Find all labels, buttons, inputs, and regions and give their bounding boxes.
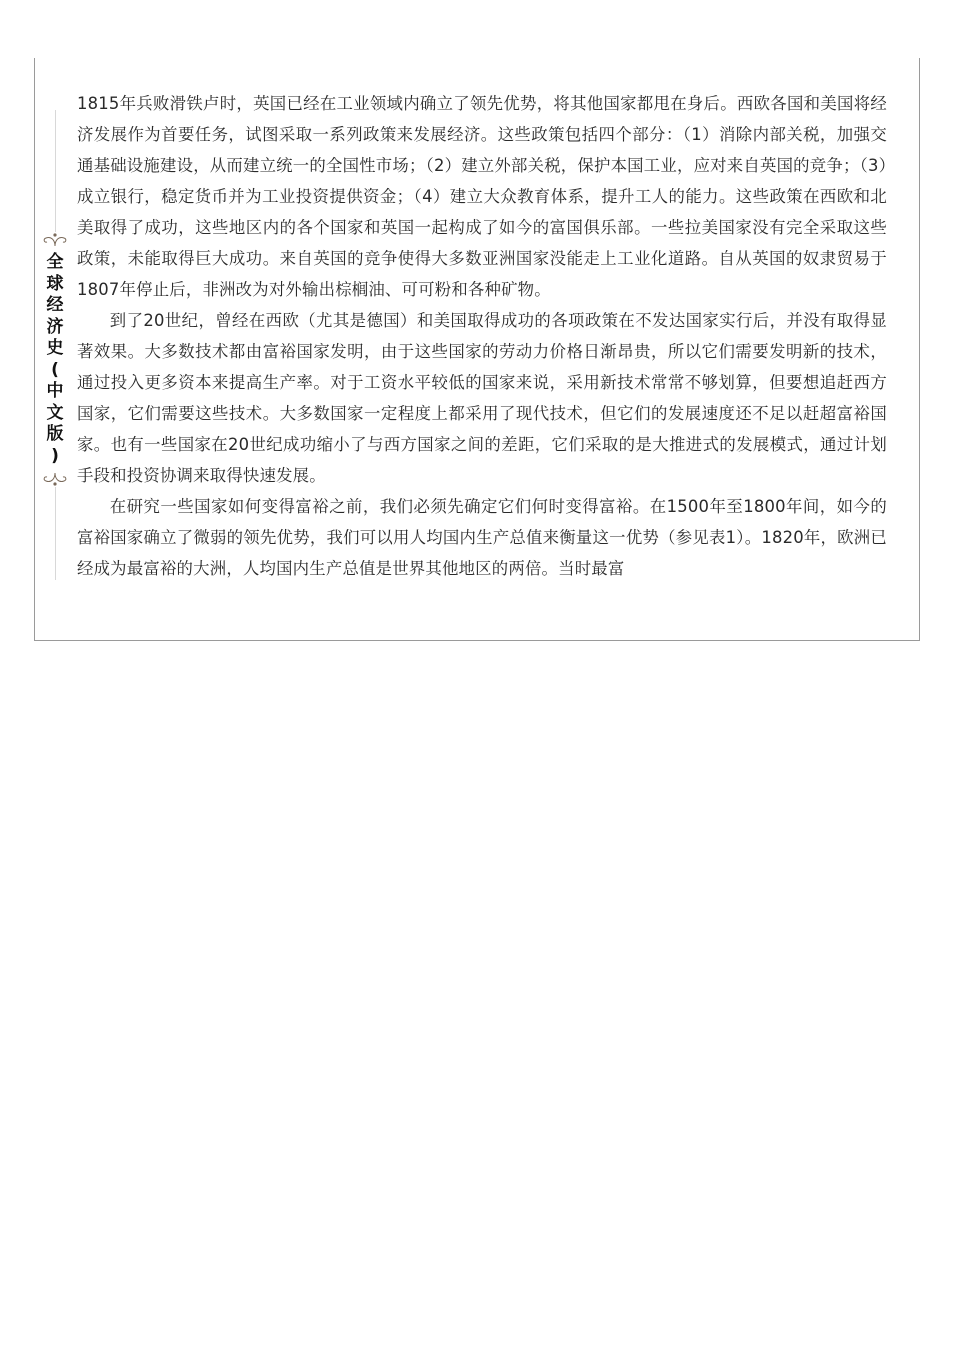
paragraph: 到了20世纪，曾经在西欧（尤其是德国）和美国取得成功的各项政策在不发达国家实行后，并没有取得显著效果。大多数技术都由富裕国家发明，由于这些国家的劳动力价格日渐昂贵，所以它们需要发明新的技术，通过投入更多资本来提高生产率。对于工资水平较低的国家来说，采用新技术常常不够划算，但要想追赶西方国家，它们需要这些技术。大多数国家一定程度上都采用了现代技术，但它们的发展速度还不足以赶超富裕国家。也有一些国家在20世纪成功缩小了与西方国家之间的差距，它们采取的是大推进式的发展模式，通过计划手段和投资协调来取得快速发展。 — [77, 311, 887, 485]
frame-corner-right — [906, 640, 920, 641]
sidebar-title-char: ( — [51, 359, 59, 380]
body-text — [77, 88, 887, 584]
sidebar-title-char: ) — [51, 445, 59, 466]
sidebar-title-char: 文 — [46, 402, 64, 423]
paragraph: 在研究一些国家如何变得富裕之前，我们必须先确定它们何时变得富裕。在1500年至1800年间，如今的富裕国家确立了微弱的领先优势，我们可以用人均国内生产总值来衡量这一优势（参见表1）。1820年，欧洲已经成为最富裕的大洲，人均国内生产总值是世界其他地区的两倍。当时最富 — [77, 497, 887, 578]
flourish-top-icon — [42, 232, 68, 248]
paragraph: 1815年兵败滑铁卢时，英国已经在工业领域内确立了领先优势，将其他国家都甩在身后。西欧各国和美国将经济发展作为首要任务，试图采取一系列政策来发展经济。这些政策包括四个部分：（1）消除内部关税，加强交通基础设施建设，从而建立统一的全国性市场；（2）建立外部关税，保护本国工业，应对来自英国的竞争；（3）成立银行，稳定货币并为工业投资提供资金；（4）建立大众教育体系，提升工人的能力。这些政策在西欧和北美取得了成功，这些地区内的各个国家和英国一起构成了如今的富国俱乐部。一些拉美国家没有完全采取这些政策，未能取得巨大成功。来自英国的竞争使得大多数亚洲国家没能走上工业化道路。自从英国的奴隶贸易于1807年停止后，非洲改为对外输出棕榈油、可可粉和各种矿物。 — [77, 94, 887, 299]
sidebar-title-char: 球 — [46, 273, 64, 294]
sidebar-title-char: 经 — [46, 295, 64, 315]
sidebar-title-char: 全 — [46, 252, 64, 272]
sidebar-title-text — [42, 248, 68, 471]
sidebar-book-title — [42, 232, 68, 487]
sidebar-title-char: 中 — [46, 381, 64, 401]
sidebar-title-char: 版 — [46, 424, 64, 444]
sidebar-title-char: 史 — [46, 338, 64, 358]
sidebar-title-char: 济 — [46, 316, 64, 337]
frame-corner-left — [34, 640, 48, 641]
flourish-bottom-icon — [42, 471, 68, 487]
